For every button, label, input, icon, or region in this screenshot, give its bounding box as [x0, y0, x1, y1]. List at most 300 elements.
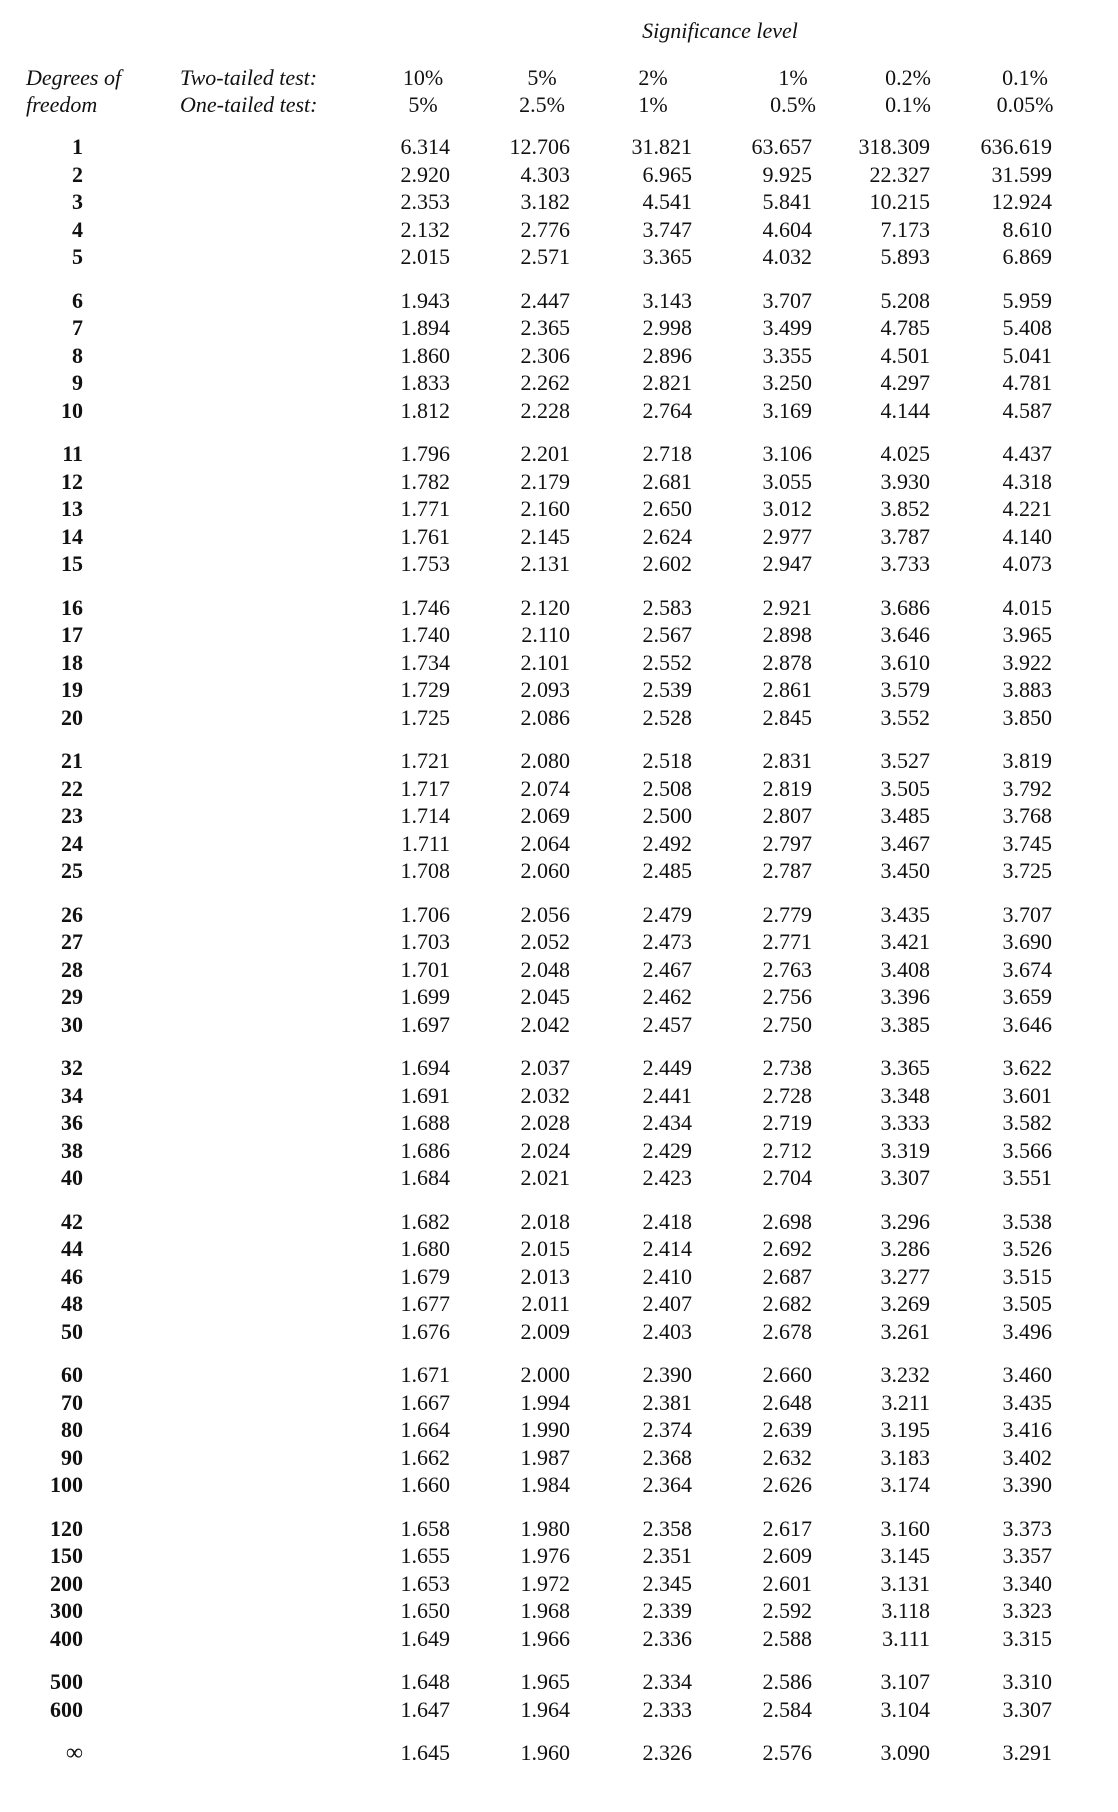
critical-value-cell: 2.467 [642, 956, 692, 982]
critical-value-cell: 2.571 [520, 244, 570, 269]
critical-value-cell: 1.648 [400, 1669, 450, 1694]
table-row [0, 929, 1118, 956]
critical-value-cell: 1.682 [400, 1208, 450, 1234]
critical-value-cell: 3.450 [880, 858, 930, 883]
critical-value-cell: 1.740 [400, 622, 450, 647]
critical-value-cell: 2.013 [520, 1263, 570, 1289]
critical-value-cell: 2.588 [762, 1625, 812, 1651]
critical-value-cell: 2.528 [642, 704, 692, 730]
critical-value-cell: 2.797 [762, 830, 812, 856]
critical-value-cell: 2.028 [520, 1110, 570, 1135]
critical-value-cell: 3.646 [880, 622, 930, 647]
df-cell: 50 [61, 1318, 83, 1344]
critical-value-cell: 2.358 [642, 1515, 692, 1541]
critical-value-cell: 4.437 [1002, 441, 1052, 466]
table-row [0, 469, 1118, 496]
critical-value-cell: 2.228 [520, 397, 570, 423]
critical-value-cell: 3.174 [880, 1472, 930, 1497]
df-cell: 28 [61, 956, 83, 982]
critical-value-cell: 3.515 [1002, 1263, 1052, 1289]
critical-value-cell: 3.707 [1002, 901, 1052, 927]
critical-value-cell: 3.674 [1002, 956, 1052, 982]
critical-value-cell: 2.368 [642, 1444, 692, 1470]
critical-value-cell: 3.169 [762, 397, 812, 423]
df-cell: ∞ [65, 1740, 83, 1766]
critical-value-cell: 3.460 [1002, 1362, 1052, 1387]
critical-value-cell: 4.073 [1002, 551, 1052, 576]
table-row [0, 1362, 1118, 1389]
df-cell: 3 [72, 189, 83, 214]
critical-value-cell: 2.756 [762, 984, 812, 1009]
table-row [0, 398, 1118, 425]
df-cell: 38 [61, 1137, 83, 1163]
critical-value-cell: 1.679 [400, 1263, 450, 1289]
critical-value-cell: 2.429 [642, 1137, 692, 1163]
critical-value-cell: 2.861 [762, 677, 812, 702]
critical-value-cell: 1.980 [520, 1515, 570, 1541]
critical-value-cell: 3.526 [1002, 1236, 1052, 1261]
critical-value-cell: 2.771 [762, 929, 812, 954]
critical-value-cell: 2.024 [520, 1137, 570, 1163]
critical-value-cell: 2.896 [642, 342, 692, 368]
table-row [0, 1543, 1118, 1570]
two-tailed-level: 1% [778, 65, 808, 90]
critical-value-cell: 2.819 [762, 775, 812, 801]
critical-value-cell: 1.796 [400, 441, 450, 466]
df-cell: 20 [61, 704, 83, 730]
df-cell: 8 [72, 342, 83, 368]
critical-value-cell: 1.987 [520, 1444, 570, 1470]
table-row [0, 748, 1118, 775]
table-row [0, 189, 1118, 216]
critical-value-cell: 2.586 [762, 1669, 812, 1694]
df-heading-line-1: Degrees of [26, 65, 122, 90]
critical-value-cell: 3.467 [880, 830, 930, 856]
critical-value-cell: 2.738 [762, 1055, 812, 1080]
critical-value-cell: 2.345 [642, 1570, 692, 1596]
column-header-1 [373, 64, 473, 118]
critical-value-cell: 2.032 [520, 1082, 570, 1108]
critical-value-cell: 3.111 [882, 1625, 930, 1651]
table-row [0, 1417, 1118, 1444]
critical-value-cell: 3.725 [1002, 858, 1052, 883]
critical-value-cell: 1.653 [400, 1570, 450, 1596]
one-tailed-level: 0.05% [996, 92, 1054, 117]
table-row [0, 1012, 1118, 1039]
table-row [0, 1697, 1118, 1724]
critical-value-cell: 3.690 [1002, 929, 1052, 954]
critical-value-cell: 1.694 [400, 1055, 450, 1080]
critical-value-cell: 3.852 [880, 496, 930, 521]
critical-value-cell: 2.764 [642, 397, 692, 423]
table-row [0, 370, 1118, 397]
critical-value-cell: 2.074 [520, 775, 570, 801]
table-row [0, 288, 1118, 315]
df-cell: 30 [61, 1011, 83, 1037]
df-cell: 60 [61, 1362, 83, 1387]
df-cell: 2 [72, 161, 83, 187]
critical-value-cell: 3.333 [880, 1110, 930, 1135]
critical-value-cell: 3.930 [880, 468, 930, 494]
one-tailed-level: 1% [638, 92, 668, 117]
critical-value-cell: 3.552 [880, 704, 930, 730]
critical-value-cell: 1.721 [400, 748, 450, 773]
critical-value-cell: 2.374 [642, 1417, 692, 1442]
df-cell: 6 [72, 287, 83, 313]
critical-value-cell: 2.457 [642, 1011, 692, 1037]
df-cell: 400 [50, 1625, 83, 1651]
critical-value-cell: 3.601 [1002, 1082, 1052, 1108]
critical-value-cell: 2.712 [762, 1137, 812, 1163]
df-cell: 32 [61, 1055, 83, 1080]
critical-value-cell: 2.021 [520, 1165, 570, 1190]
critical-value-cell: 1.697 [400, 1011, 450, 1037]
critical-value-cell: 2.508 [642, 775, 692, 801]
critical-value-cell: 2.086 [520, 704, 570, 730]
column-header-6 [975, 64, 1075, 118]
critical-value-cell: 2.539 [642, 677, 692, 702]
critical-value-cell: 3.659 [1002, 984, 1052, 1009]
critical-value-cell: 2.462 [642, 984, 692, 1009]
one-tailed-level: 2.5% [519, 92, 565, 117]
table-row [0, 1138, 1118, 1165]
critical-value-cell: 1.943 [400, 287, 450, 313]
critical-value-cell: 3.582 [1002, 1110, 1052, 1135]
df-cell: 44 [61, 1236, 83, 1261]
critical-value-cell: 1.968 [520, 1598, 570, 1623]
critical-value-cell: 1.976 [520, 1543, 570, 1568]
two-tailed-level: 5% [527, 65, 557, 90]
column-header-4 [743, 64, 843, 118]
critical-value-cell: 3.551 [1002, 1165, 1052, 1190]
critical-value-cell: 3.416 [1002, 1417, 1052, 1442]
critical-value-cell: 3.182 [520, 189, 570, 214]
critical-value-cell: 3.250 [762, 370, 812, 395]
critical-value-cell: 1.711 [401, 830, 450, 856]
critical-value-cell: 2.718 [642, 441, 692, 466]
critical-value-cell: 4.501 [880, 342, 930, 368]
critical-value-cell: 2.719 [762, 1110, 812, 1135]
table-row [0, 705, 1118, 732]
critical-value-cell: 1.714 [400, 803, 450, 828]
critical-value-cell: 2.776 [520, 216, 570, 242]
table-row [0, 162, 1118, 189]
df-cell: 22 [61, 775, 83, 801]
critical-value-cell: 6.869 [1002, 244, 1052, 269]
critical-value-cell: 2.682 [762, 1291, 812, 1316]
critical-value-cell: 2.056 [520, 901, 570, 927]
table-row [0, 1165, 1118, 1192]
table-row [0, 1472, 1118, 1499]
critical-value-cell: 2.845 [762, 704, 812, 730]
critical-value-cell: 1.684 [400, 1165, 450, 1190]
critical-value-cell: 2.011 [521, 1291, 570, 1316]
critical-value-cell: 3.340 [1002, 1570, 1052, 1596]
critical-value-cell: 4.140 [1002, 523, 1052, 549]
critical-value-cell: 2.381 [642, 1389, 692, 1415]
critical-value-cell: 3.768 [1002, 803, 1052, 828]
critical-value-cell: 3.107 [880, 1669, 930, 1694]
critical-value-cell: 2.015 [520, 1236, 570, 1261]
critical-value-cell: 2.947 [762, 551, 812, 576]
critical-value-cell: 2.576 [762, 1740, 812, 1765]
critical-value-cell: 2.101 [520, 649, 570, 675]
critical-value-cell: 3.402 [1002, 1444, 1052, 1470]
critical-value-cell: 1.650 [400, 1598, 450, 1623]
critical-value-cell: 3.707 [762, 287, 812, 313]
table-row [0, 831, 1118, 858]
critical-value-cell: 2.339 [642, 1598, 692, 1623]
critical-value-cell: 3.143 [642, 287, 692, 313]
critical-value-cell: 2.639 [762, 1417, 812, 1442]
critical-value-cell: 1.990 [520, 1417, 570, 1442]
df-cell: 1 [72, 134, 83, 159]
critical-value-cell: 1.729 [400, 677, 450, 702]
critical-value-cell: 4.303 [520, 161, 570, 187]
critical-value-cell: 2.364 [642, 1472, 692, 1497]
df-cell: 7 [72, 315, 83, 340]
critical-value-cell: 2.414 [642, 1236, 692, 1261]
critical-value-cell: 1.708 [400, 858, 450, 883]
critical-value-cell: 1.782 [400, 468, 450, 494]
table-row [0, 1571, 1118, 1598]
critical-value-cell: 31.821 [631, 134, 692, 159]
table-row [0, 1209, 1118, 1236]
critical-value-cell: 1.746 [400, 594, 450, 620]
table-row [0, 315, 1118, 342]
critical-value-cell: 2.132 [400, 216, 450, 242]
critical-value-cell: 3.646 [1002, 1011, 1052, 1037]
critical-value-cell: 3.385 [880, 1011, 930, 1037]
critical-value-cell: 2.473 [642, 929, 692, 954]
df-cell: 600 [50, 1696, 83, 1722]
significance-level-heading: Significance level [642, 18, 798, 43]
table-row [0, 1626, 1118, 1653]
df-cell: 500 [50, 1669, 83, 1694]
critical-value-cell: 5.041 [1002, 342, 1052, 368]
critical-value-cell: 1.994 [520, 1389, 570, 1415]
critical-value-cell: 3.485 [880, 803, 930, 828]
table-row [0, 984, 1118, 1011]
critical-value-cell: 2.179 [520, 468, 570, 494]
critical-value-cell: 2.449 [642, 1055, 692, 1080]
critical-value-cell: 12.706 [509, 134, 570, 159]
table-row [0, 622, 1118, 649]
critical-value-cell: 2.552 [642, 649, 692, 675]
df-cell: 34 [61, 1082, 83, 1108]
critical-value-cell: 3.373 [1002, 1515, 1052, 1541]
critical-value-cell: 2.351 [642, 1543, 692, 1568]
critical-value-cell: 318.309 [858, 134, 930, 159]
table-row [0, 677, 1118, 704]
critical-value-cell: 3.505 [1002, 1291, 1052, 1316]
table-row [0, 496, 1118, 523]
critical-value-cell: 63.657 [751, 134, 812, 159]
critical-value-cell: 2.306 [520, 342, 570, 368]
critical-value-cell: 3.357 [1002, 1543, 1052, 1568]
critical-value-cell: 3.747 [642, 216, 692, 242]
df-cell: 14 [61, 523, 83, 549]
critical-value-cell: 1.671 [400, 1362, 450, 1387]
critical-value-cell: 3.566 [1002, 1137, 1052, 1163]
df-cell: 150 [50, 1543, 83, 1568]
critical-value-cell: 22.327 [869, 161, 930, 187]
critical-value-cell: 4.541 [642, 189, 692, 214]
critical-value-cell: 3.686 [880, 594, 930, 620]
critical-value-cell: 3.622 [1002, 1055, 1052, 1080]
critical-value-cell: 1.984 [520, 1472, 570, 1497]
table-row [0, 217, 1118, 244]
critical-value-cell: 4.221 [1002, 496, 1052, 521]
critical-value-cell: 2.624 [642, 523, 692, 549]
critical-value-cell: 1.965 [520, 1669, 570, 1694]
table-row [0, 902, 1118, 929]
critical-value-cell: 3.160 [880, 1515, 930, 1541]
df-cell: 19 [61, 677, 83, 702]
df-cell: 12 [61, 468, 83, 494]
critical-value-cell: 3.269 [880, 1291, 930, 1316]
critical-value-cell: 1.833 [400, 370, 450, 395]
critical-value-cell: 2.069 [520, 803, 570, 828]
critical-value-cell: 2.492 [642, 830, 692, 856]
critical-value-cell: 1.667 [400, 1389, 450, 1415]
critical-value-cell: 2.037 [520, 1055, 570, 1080]
critical-value-cell: 3.499 [762, 315, 812, 340]
critical-value-cell: 2.602 [642, 551, 692, 576]
critical-value-cell: 1.677 [400, 1291, 450, 1316]
critical-value-cell: 3.435 [880, 901, 930, 927]
df-cell: 29 [61, 984, 83, 1009]
critical-value-cell: 1.699 [400, 984, 450, 1009]
table-row [0, 776, 1118, 803]
critical-value-cell: 2.110 [521, 622, 570, 647]
critical-value-cell: 3.012 [762, 496, 812, 521]
df-cell: 90 [61, 1444, 83, 1470]
critical-value-cell: 3.819 [1002, 748, 1052, 773]
critical-value-cell: 2.648 [762, 1389, 812, 1415]
critical-value-cell: 5.208 [880, 287, 930, 313]
df-cell: 15 [61, 551, 83, 576]
two-tailed-label: Two-tailed test: [180, 65, 318, 90]
critical-value-cell: 2.650 [642, 496, 692, 521]
one-tailed-level: 5% [408, 92, 438, 117]
critical-value-cell: 1.771 [400, 496, 450, 521]
table-row [0, 1319, 1118, 1346]
critical-value-cell: 3.850 [1002, 704, 1052, 730]
critical-value-cell: 2.410 [642, 1263, 692, 1289]
critical-value-cell: 2.779 [762, 901, 812, 927]
critical-value-cell: 2.692 [762, 1236, 812, 1261]
critical-value-cell: 2.500 [642, 803, 692, 828]
critical-value-cell: 2.704 [762, 1165, 812, 1190]
degrees-of-freedom-heading [26, 64, 121, 118]
table-row [0, 1598, 1118, 1625]
critical-value-cell: 2.617 [762, 1515, 812, 1541]
critical-value-cell: 2.592 [762, 1598, 812, 1623]
critical-value-cell: 3.261 [880, 1318, 930, 1344]
critical-value-cell: 2.418 [642, 1208, 692, 1234]
critical-value-cell: 2.441 [642, 1082, 692, 1108]
critical-value-cell: 1.647 [400, 1696, 450, 1722]
critical-value-cell: 2.920 [400, 161, 450, 187]
critical-value-cell: 8.610 [1002, 216, 1052, 242]
critical-value-cell: 3.733 [880, 551, 930, 576]
table-row [0, 595, 1118, 622]
critical-value-cell: 2.787 [762, 858, 812, 883]
critical-value-cell: 3.145 [880, 1543, 930, 1568]
critical-value-cell: 2.434 [642, 1110, 692, 1135]
critical-value-cell: 3.315 [1002, 1625, 1052, 1651]
df-cell: 48 [61, 1291, 83, 1316]
critical-value-cell: 31.599 [991, 161, 1052, 187]
critical-value-cell: 2.601 [762, 1570, 812, 1596]
critical-value-cell: 2.080 [520, 748, 570, 773]
critical-value-cell: 3.965 [1002, 622, 1052, 647]
critical-value-cell: 2.977 [762, 523, 812, 549]
df-cell: 10 [61, 397, 83, 423]
df-cell: 17 [61, 622, 83, 647]
critical-value-cell: 2.160 [520, 496, 570, 521]
test-type-labels [180, 64, 317, 118]
critical-value-cell: 3.922 [1002, 649, 1052, 675]
critical-value-cell: 1.660 [400, 1472, 450, 1497]
critical-value-cell: 9.925 [762, 161, 812, 187]
df-cell: 27 [61, 929, 83, 954]
critical-value-cell: 2.479 [642, 901, 692, 927]
critical-value-cell: 1.706 [400, 901, 450, 927]
critical-value-cell: 4.015 [1002, 594, 1052, 620]
two-tailed-level: 2% [638, 65, 668, 90]
critical-value-cell: 2.423 [642, 1165, 692, 1190]
critical-value-cell: 3.792 [1002, 775, 1052, 801]
table-row [0, 1445, 1118, 1472]
table-row [0, 441, 1118, 468]
two-tailed-level: 10% [402, 65, 444, 90]
critical-value-cell: 2.407 [642, 1291, 692, 1316]
critical-value-cell: 2.131 [520, 551, 570, 576]
critical-value-cell: 3.319 [880, 1137, 930, 1163]
two-tailed-level: 0.1% [1002, 65, 1048, 90]
critical-value-cell: 3.355 [762, 342, 812, 368]
critical-value-cell: 7.173 [880, 216, 930, 242]
critical-value-cell: 5.959 [1002, 287, 1052, 313]
df-cell: 25 [61, 858, 83, 883]
df-cell: 120 [50, 1515, 83, 1541]
df-cell: 36 [61, 1110, 83, 1135]
critical-value-cell: 5.408 [1002, 315, 1052, 340]
critical-value-cell: 1.676 [400, 1318, 450, 1344]
critical-value-cell: 4.587 [1002, 397, 1052, 423]
critical-value-cell: 3.538 [1002, 1208, 1052, 1234]
critical-value-cell: 4.785 [880, 315, 930, 340]
critical-value-cell: 2.333 [642, 1696, 692, 1722]
table-row [0, 1264, 1118, 1291]
critical-value-cell: 3.118 [881, 1598, 930, 1623]
table-row [0, 803, 1118, 830]
critical-value-cell: 3.106 [762, 441, 812, 466]
df-cell: 100 [50, 1472, 83, 1497]
critical-value-cell: 3.131 [880, 1570, 930, 1596]
critical-value-cell: 2.485 [642, 858, 692, 883]
critical-value-cell: 3.307 [1002, 1696, 1052, 1722]
critical-value-cell: 4.318 [1002, 468, 1052, 494]
table-row [0, 650, 1118, 677]
df-heading-line-2: freedom [26, 92, 98, 117]
critical-value-cell: 2.353 [400, 189, 450, 214]
critical-value-cell: 2.334 [642, 1669, 692, 1694]
critical-value-cell: 2.336 [642, 1625, 692, 1651]
df-cell: 18 [61, 649, 83, 675]
